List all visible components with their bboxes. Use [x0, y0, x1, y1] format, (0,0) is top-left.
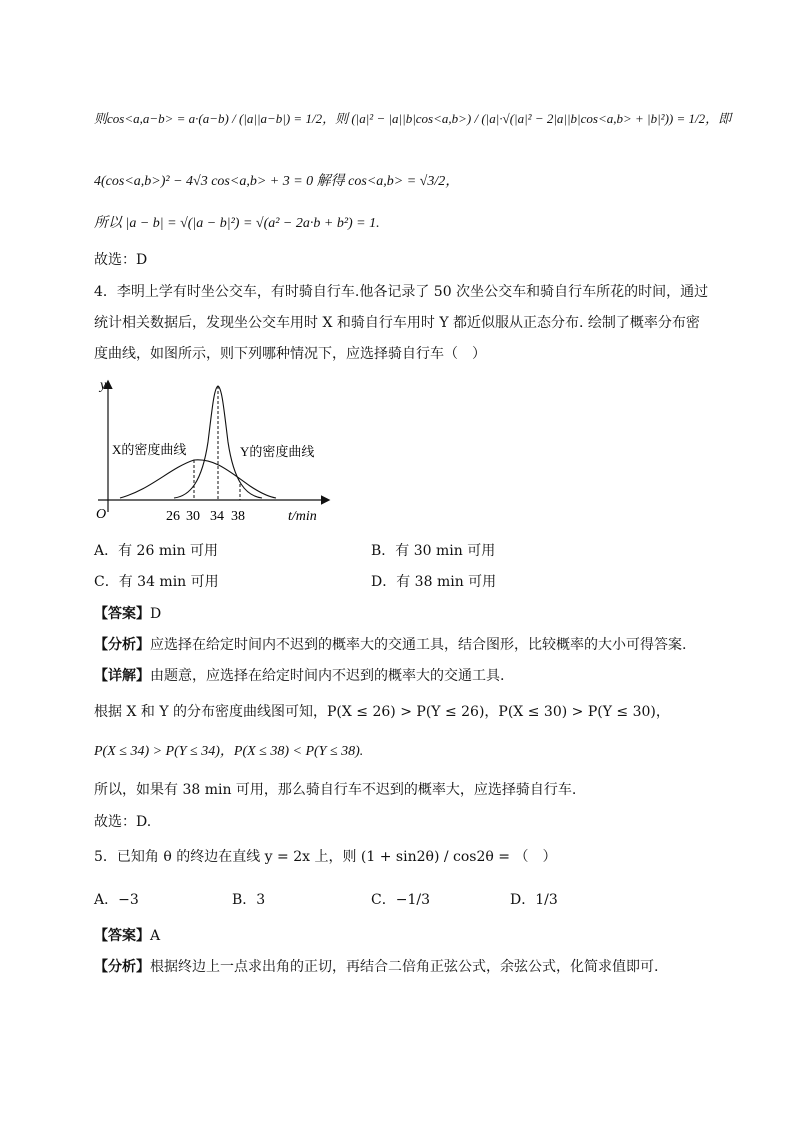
answer-tag: 【答案】 [94, 928, 150, 944]
analysis-tag: 【分析】 [94, 637, 150, 653]
analysis-tag: 【分析】 [94, 959, 150, 975]
tick-label: 38 [231, 509, 245, 524]
x-curve-label: X的密度曲线 [112, 442, 187, 457]
q5-option-a[interactable]: A．−3 [94, 892, 139, 908]
x-axis-label: t/min [288, 509, 317, 524]
formula-line-1: 则cos<a,a−b> = a·(a−b) / (|a||a−b|) = 1/2，则 (|a|² − |a||b|cos<a,b>) / (|a|·√(|a|² − 2|a||b|cos<a,b> + |b|²)) = 1/2，即 [94, 111, 732, 126]
q4-conclusion: 所以，如果有 38 min 可用，那么骑自行车不迟到的概率大，应选择骑自行车. [94, 782, 577, 798]
q4-detail-3: P(X ≤ 34) > P(Y ≤ 34)，P(X ≤ 38) < P(Y ≤ 38). [94, 744, 364, 759]
formula-line-2: 4(cos<a,b>)² − 4√3 cos<a,b> + 3 = 0 解得 cos<a,b> = √3/2， [94, 174, 460, 189]
tick-label: 34 [210, 509, 224, 524]
answer-value: D [150, 606, 162, 622]
y-curve-label: Y的密度曲线 [240, 444, 315, 459]
q5-option-b[interactable]: B．3 [232, 892, 266, 908]
q4-stem-2: 统计相关数据后，发现坐公交车用时 X 和骑自行车用时 Y 都近似服从正态分布. 绘制了概率分布密 [94, 315, 700, 331]
prev-answer: 故选：D [94, 252, 148, 268]
tick-label: 26 [166, 509, 180, 524]
answer-value: A [150, 928, 161, 944]
q4-stem-1: 4．李明上学有时坐公交车，有时骑自行车.他各记录了 50 次坐公交车和骑自行车所花的时间，通过 [94, 284, 709, 300]
q5-option-c[interactable]: C．−1/3 [371, 892, 430, 908]
q4-answer [94, 605, 161, 623]
q4-final: 故选：D. [94, 814, 152, 830]
detail-text: 由题意，应选择在给定时间内不迟到的概率大的交通工具. [150, 668, 505, 684]
analysis-text: 根据终边上一点求出角的正切，再结合二倍角正弦公式，余弦公式，化简求值即可. [150, 959, 659, 975]
q5-option-d[interactable]: D．1/3 [510, 892, 558, 908]
q4-analysis [94, 636, 686, 654]
q4-option-c[interactable]: C．有 34 min 可用 [94, 574, 219, 590]
y-axis-label: y [100, 378, 107, 393]
answer-tag: 【答案】 [94, 606, 150, 622]
density-figure [90, 372, 340, 532]
formula-line-3: 所以 |a − b| = √(|a − b|²) = √(a² − 2a·b + b²) = 1. [94, 216, 380, 231]
q5-answer [94, 927, 160, 945]
origin-label: O [96, 507, 107, 522]
q5-stem: 5．已知角 θ 的终边在直线 y = 2x 上，则 (1 + sin2θ) / cos2θ = （ ） [94, 849, 557, 865]
detail-tag: 【详解】 [94, 668, 150, 684]
q4-detail-2: 根据 X 和 Y 的分布密度曲线图可知，P(X ≤ 26) > P(Y ≤ 26)，P(X ≤ 30) > P(Y ≤ 30)， [94, 704, 670, 720]
q4-option-b[interactable]: B．有 30 min 可用 [371, 543, 496, 559]
q4-option-a[interactable]: A．有 26 min 可用 [94, 543, 219, 559]
q4-detail [94, 667, 504, 685]
q5-analysis [94, 958, 658, 976]
q4-option-d[interactable]: D．有 38 min 可用 [371, 574, 497, 590]
q4-stem-3: 度曲线，如图所示，则下列哪种情况下，应选择骑自行车（ ） [94, 346, 486, 362]
analysis-text: 应选择在给定时间内不迟到的概率大的交通工具，结合图形，比较概率的大小可得答案. [150, 637, 687, 653]
tick-label: 30 [186, 509, 200, 524]
